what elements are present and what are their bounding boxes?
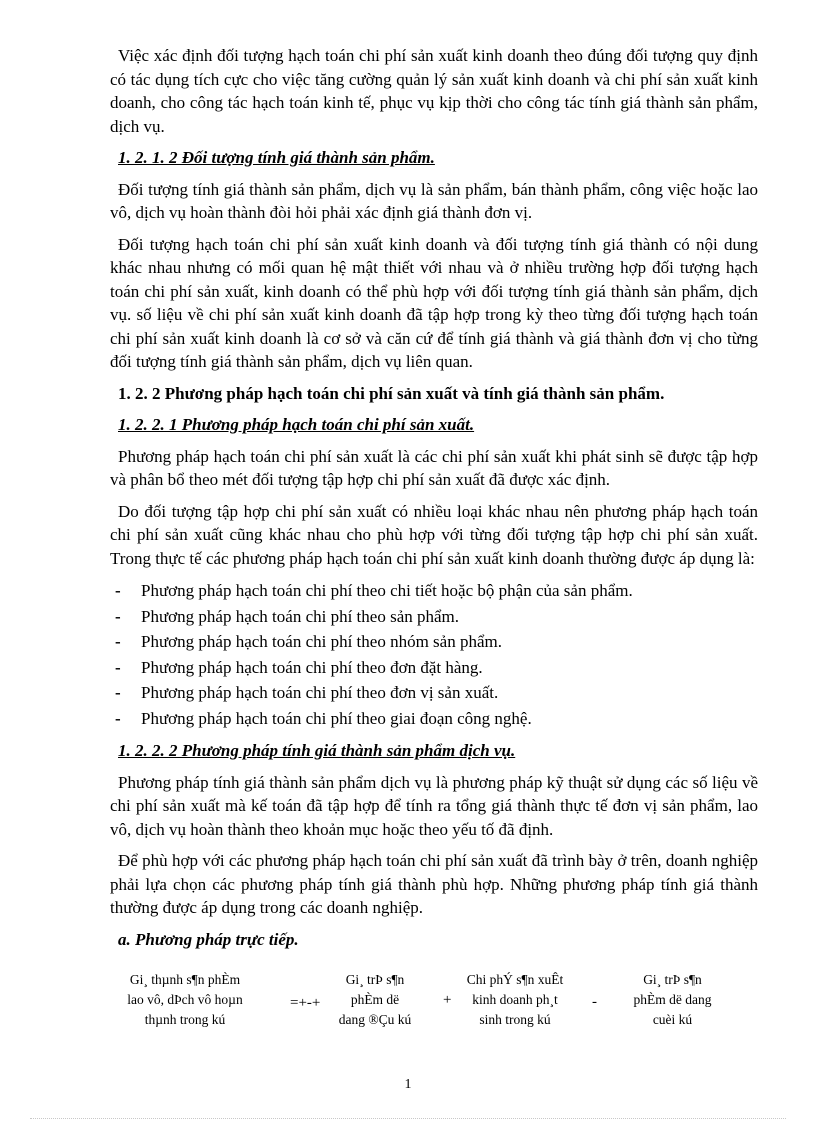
- document-body: [110, 44, 758, 959]
- paragraph-2: Đối tượng tính giá thành sản phẩm, dịch vụ là sản phẩm, bán thành phẩm, công việc hoặc lao vô, dịch vụ hoàn thành đòi hỏi phải xác định giá thành đơn vị.: [110, 179, 758, 222]
- list-item: - Phương pháp hạch toán chi phí theo giai đoạn công nghệ.: [110, 706, 758, 732]
- heading-1-2-2-2: 1. 2. 2. 2 Phương pháp tính giá thành sản phẩm dịch vụ.: [118, 741, 516, 760]
- cost-formula: [110, 968, 760, 1028]
- methods-list: [110, 578, 758, 731]
- list-dash: -: [115, 657, 121, 677]
- page-number: 1: [404, 1077, 412, 1092]
- heading-direct-method: a. Phương pháp trực tiếp.: [118, 929, 299, 949]
- list-dash: -: [115, 683, 121, 702]
- list-item: - Phương pháp hạch toán chi phí theo đơn đặt hàng.: [110, 655, 758, 681]
- paragraph-7: Để phù hợp với các phương pháp hạch toán chi phí sản xuất đã trình bày ở trên, doanh nghiệp phải lựa chọn các phương pháp tính giá thành phù hợp. Những phương pháp tính giá thành thường được áp dụng trong các doanh nghiệp.: [110, 851, 758, 917]
- formula-minus-sign: -: [592, 994, 597, 1010]
- list-dash: -: [115, 606, 121, 626]
- list-dash: -: [115, 581, 121, 600]
- paragraph-1: Việc xác định đối tượng hạch toán chi phí sản xuất kinh doanh theo đúng đối tượng quy định có tác dụng tích cực cho việc tăng cường quản lý sản xuất kinh doanh và chi phí sản xuất kinh doanh, cho công tác hạch toán kinh tế, phục vụ kịp thời cho công tác tính giá thành sản phẩm, dịch vụ.: [110, 46, 758, 136]
- page-divider: [30, 1118, 786, 1119]
- paragraph-6: Phương pháp tính giá thành sản phẩm dịch vụ là phương pháp kỹ thuật sử dụng các số liệu về chi phí sản xuất mà kế toán đã tập hợp để tính ra tổng giá thành thực tế đơn vị sản phẩm, lao vô, dịch vụ hoàn thành theo khoản mục hoặc theo yếu tố đã định.: [110, 772, 758, 839]
- list-dash: -: [115, 708, 121, 728]
- formula-equals-sign: =+-+: [290, 995, 321, 1011]
- formula-term-opening-wip: Gi¸ trÞ s¶n phÈm dë dang ®Çu kú: [338, 972, 412, 1027]
- paragraph-4: Phương pháp hạch toán chi phí sản xuất là các chi phí sản xuất khi phát sinh sẽ được tập hợp và phân bổ theo mét đối tượng tập hợp chi phí sản xuất đã được xác định.: [110, 446, 758, 489]
- formula-term-closing-wip: Gi¸ trÞ s¶n phÈm dë dang cuèi kú: [633, 972, 712, 1027]
- list-item: - Phương pháp hạch toán chi phí theo chi tiết hoặc bộ phận của sản phẩm.: [110, 578, 758, 604]
- list-item: - Phương pháp hạch toán chi phí theo đơn vị sản xuất.: [110, 680, 758, 706]
- heading-1-2-2: 1. 2. 2 Phương pháp hạch toán chi phí sản xuất và tính giá thành sản phẩm.: [118, 383, 665, 403]
- list-item: - Phương pháp hạch toán chi phí theo sản phẩm.: [110, 604, 758, 630]
- heading-1-2-2-1: 1. 2. 2. 1 Phương pháp hạch toán chi phí sản xuất.: [118, 415, 475, 434]
- paragraph-3: Đối tượng hạch toán chi phí sản xuất kinh doanh và đối tượng tính giá thành có nội dung khác nhau nhưng có mối quan hệ mật thiết với nhau và ở nhiều trường hợp đối tượng hạch toán chi phí sản xuất, kinh doanh có thể phù hợp với đối tượng tính giá thành sản phẩm, dịch vụ. số liệu về chi phí sản xuất kinh doanh đã tập hợp trong kỳ theo từng đối tượng hạch toán chi phí sản xuất kinh doanh là cơ sở và căn cứ để tính giá thành và giá thành đơn vị cho từng đối tượng tính giá thành sản phẩm, dịch vụ liên quan.: [110, 234, 758, 371]
- formula-term-period-cost: Chi phÝ s¶n xuÊt kinh doanh ph¸t sinh trong kú: [466, 972, 564, 1027]
- list-dash: -: [115, 632, 121, 651]
- formula-term-total-cost: Gi¸ thµnh s¶n phÈm lao vô, dÞch vô hoµn thµnh trong kú: [127, 972, 243, 1027]
- formula-plus-sign: +: [443, 992, 452, 1008]
- heading-1-2-1-2: 1. 2. 1. 2 Đối tượng tính giá thành sản phẩm.: [118, 148, 435, 167]
- list-item: - Phương pháp hạch toán chi phí theo nhóm sản phẩm.: [110, 629, 758, 655]
- paragraph-5: Do đối tượng tập hợp chi phí sản xuất có nhiều loại khác nhau nên phương pháp hạch toán chi phí sản xuất cũng khác nhau cho phù hợp với từng đối tượng tập hợp chi phí sản xuất. Trong thực tế các phương pháp hạch toán chi phí sản xuất kinh doanh thường được áp dụng là:: [110, 501, 758, 568]
